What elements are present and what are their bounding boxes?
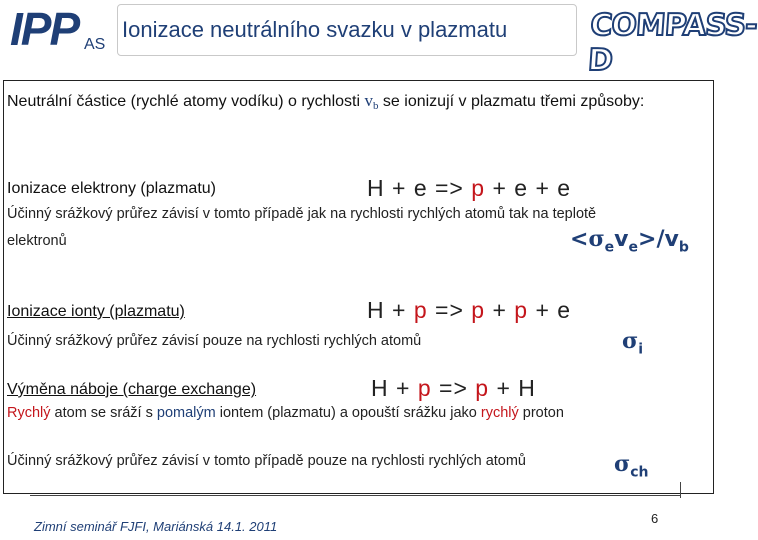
note3-fast: Rychlý [7, 405, 51, 421]
section2-heading: Ionizace ionty (plazmatu) [7, 303, 185, 320]
section3-heading: Výměna náboje (charge exchange) [7, 381, 257, 398]
section1-symbol [570, 226, 689, 255]
eq3-p4: p [475, 375, 490, 401]
footer-text: Zimní seminář FJFI, Mariánská 14.1. 2011 [34, 519, 278, 534]
eq3-p5: + H [489, 375, 536, 401]
ipp-logo-main: IPP [10, 3, 79, 55]
intro-velocity [364, 91, 378, 110]
eq3-p2: p [417, 375, 432, 401]
section1-note2: elektronů [7, 233, 67, 249]
intro-part1: Neutrální částice (rychlé atomy vodíku) o rychlosti [7, 93, 365, 110]
note3-part2: iontem (plazmatu) a opouští srážku jako [215, 405, 481, 421]
footer-tick [680, 482, 681, 498]
section2-equation [367, 297, 571, 324]
section3-symbol [614, 451, 649, 480]
note3-part1: atom se sráží s [50, 405, 157, 421]
note3-slow: pomalým [156, 405, 216, 421]
sym3-sigma: σ [614, 451, 631, 477]
eq1-p2: p [471, 175, 486, 201]
sym1-rest: >/v [638, 227, 679, 252]
note3-part3: proton [518, 405, 564, 421]
compass-d-logo: COMPASS-D [586, 8, 758, 78]
eq2-p4: p [471, 297, 486, 323]
section2-note: Účinný srážkový průřez závisí pouze na rychlosti rychlých atomů [7, 333, 422, 349]
sym1-sigma: σ [588, 226, 605, 252]
content-frame [3, 80, 714, 494]
eq2-p7: + e [528, 297, 572, 323]
sym1-v: v [614, 227, 629, 252]
note3-fast2: rychlý [480, 405, 519, 421]
eq2-p2: p [413, 297, 428, 323]
footer-divider [30, 495, 680, 496]
eq2-p3: => [427, 297, 472, 323]
section1-note: Účinný srážkový průřez závisí v tomto případě jak na rychlosti rychlých atomů tak na teplotě [7, 206, 597, 222]
intro-v-sub: b [372, 100, 379, 112]
section3-equation [371, 375, 536, 402]
sym1-sub1: e [604, 239, 615, 256]
sym1-sub3: b [678, 239, 689, 256]
section3-note [7, 405, 564, 421]
page-number: 6 [651, 511, 659, 526]
sym1-lt: < [570, 227, 589, 252]
sym1-sub2: e [628, 239, 639, 256]
section1-equation [367, 175, 571, 202]
eq3-p3: => [431, 375, 476, 401]
sym2-sigma: σ [622, 328, 639, 354]
section3-note2: Účinný srážkový průřez závisí v tomto případě pouze na rychlosti rychlých atomů [7, 453, 526, 469]
ipp-logo [6, 4, 110, 54]
eq1-p1: H + e => [367, 175, 472, 201]
intro-text [7, 90, 697, 117]
eq1-p3: + e + e [485, 175, 572, 201]
ipp-logo-sub: AS [84, 36, 106, 53]
section1-heading: Ionizace elektrony (plazmatu) [7, 180, 216, 197]
intro-part2: se ionizují v plazmatu třemi způsoby: [378, 93, 645, 110]
sym2-sub: i [638, 341, 644, 358]
intro-v: v [364, 91, 373, 110]
sym3-sub: ch [630, 464, 649, 481]
section2-symbol [622, 328, 643, 357]
eq3-p1: H + [371, 375, 418, 401]
eq2-p5: + [485, 297, 515, 323]
eq2-p1: H + [367, 297, 414, 323]
slide-title: Ionizace neutrálního svazku v plazmatu [122, 17, 508, 42]
eq2-p6: p [514, 297, 529, 323]
